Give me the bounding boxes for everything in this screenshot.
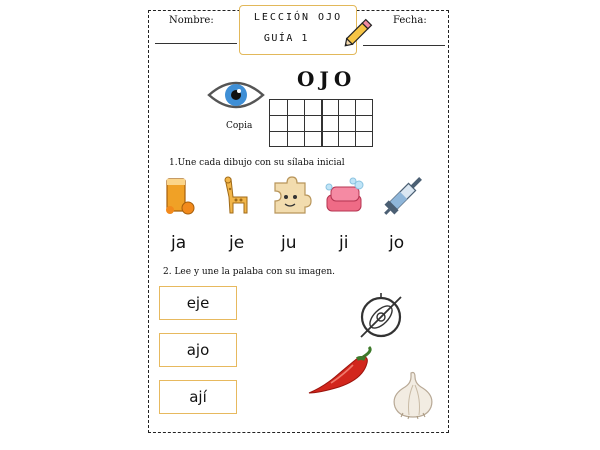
guide-number: GUÍA 1 [263,33,309,44]
syringe-icon [383,171,427,217]
word-box-ajo[interactable] [159,333,237,367]
word-ojo: OJO [297,67,357,91]
name-line [155,43,237,44]
exercise1-instruction: 1.Une cada dibujo con su sílaba inicial [169,158,345,168]
word-eje: eje [186,294,210,312]
worksheet [148,10,449,433]
giraffe-icon [219,175,253,215]
word-ajo: ajo [186,341,210,359]
syllable-ju: ju [281,233,297,253]
syllable-jo: jo [389,233,405,253]
copy-label: Copia [226,121,253,131]
chili-icon [305,349,375,397]
exercise2-instruction: 2. Lee y une la palaba con su imagen. [163,267,336,277]
syllable-je: je [229,233,245,253]
puzzle-icon [271,175,309,215]
copy-grid[interactable] [269,99,373,147]
name-label: Nombre: [169,15,214,26]
soap-icon [323,177,365,217]
eye-icon [207,77,265,113]
word-box-aji[interactable] [159,380,237,414]
syllable-ji: ji [339,233,349,253]
date-label: Fecha: [393,15,427,26]
syllable-ja: ja [171,233,187,253]
lesson-title: LECCIÓN OJO [253,12,343,23]
juice-icon [161,177,197,215]
axis-icon [355,291,407,343]
garlic-icon [389,369,437,419]
pencil-icon [340,15,376,51]
word-box-eje[interactable] [159,286,237,320]
word-aji: ají [189,388,207,406]
